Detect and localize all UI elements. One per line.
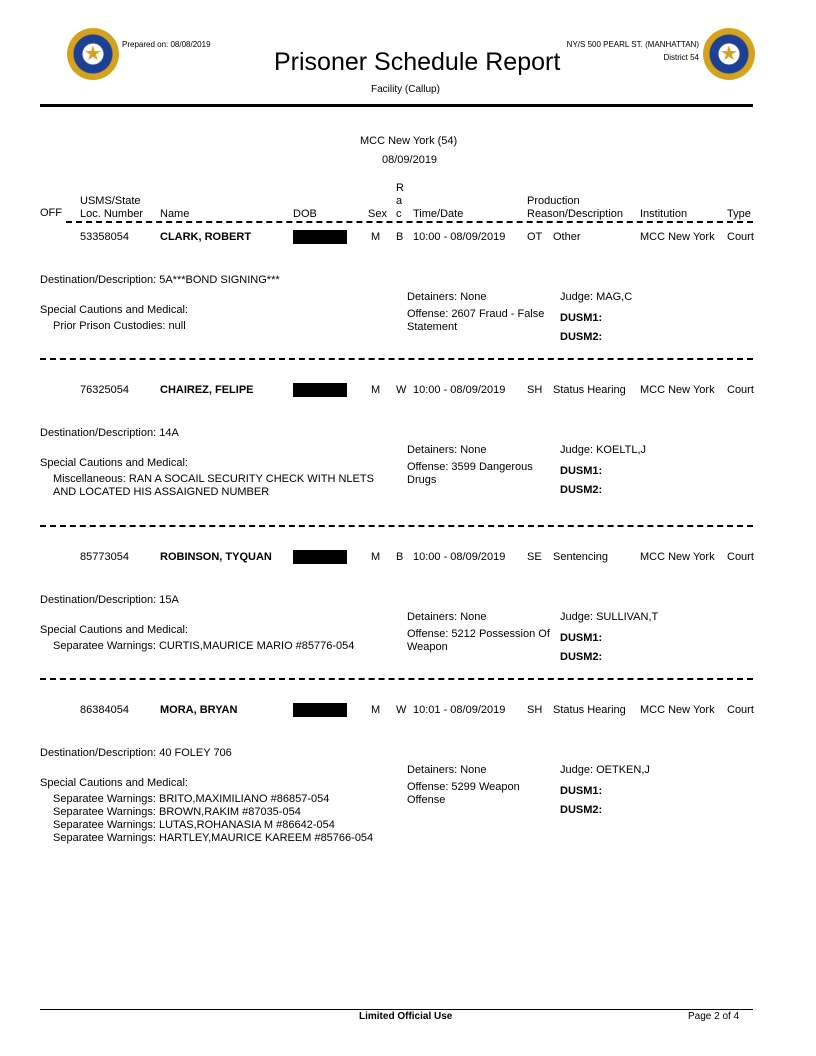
dusm2-label: DUSM2: [560,804,603,816]
race: B [396,231,404,243]
prisoner-name: ROBINSON, TYQUAN [160,551,272,563]
record-divider [40,678,753,680]
col-reason: Reason/Description [527,208,623,220]
facility-name: MCC New York (54) [360,135,458,147]
offense: Drugs [407,474,437,486]
loc-number: 86384054 [80,704,129,716]
institution: MCC New York [640,231,715,243]
report-subtitle: Facility (Callup) [371,84,440,95]
special-cautions-label: Special Cautions and Medical: [40,457,188,469]
note: Miscellaneous: RAN A SOCAIL SECURITY CHECK WITH NLETS [53,473,374,485]
record-divider [40,358,753,360]
dob-redacted [293,550,347,564]
type: Court [727,384,754,396]
header-rule [40,104,753,107]
time-date: 10:00 - 08/09/2019 [413,231,506,243]
offense: Statement [407,321,458,333]
col-race-1: R [396,182,404,194]
sex: M [371,384,381,396]
report-date: 08/09/2019 [382,154,438,166]
race: W [396,384,407,396]
reason: Status Hearing [553,384,626,396]
special-cautions-label: Special Cautions and Medical: [40,624,188,636]
col-race-2: a [396,195,403,207]
col-off: OFF [40,207,62,219]
sex: M [371,551,381,563]
footer-rule [40,1009,753,1010]
time-date: 10:00 - 08/09/2019 [413,384,506,396]
dob-redacted [293,383,347,397]
col-race-3: c [396,208,402,220]
col-name: Name [160,208,190,220]
offense: Offense [407,794,446,806]
loc-number: 76325054 [80,384,129,396]
institution: MCC New York [640,704,715,716]
prepared-on: Prepared on: 08/08/2019 [122,40,211,49]
type: Court [727,551,754,563]
production-code: OT [527,231,543,243]
destination: Destination/Description: 14A [40,427,179,439]
page-number: Page 2 of 4 [688,1011,740,1022]
special-cautions-label: Special Cautions and Medical: [40,777,188,789]
offense: Weapon [407,641,448,653]
note: AND LOCATED HIS ASSAIGNED NUMBER [53,486,270,498]
dob-redacted [293,230,347,244]
usms-seal-left [67,28,119,80]
race: B [396,551,404,563]
destination: Destination/Description: 40 FOLEY 706 [40,747,232,759]
report-title: Prisoner Schedule Report [274,48,561,76]
offense: Offense: 5212 Possession Of [407,628,550,640]
loc-number: 85773054 [80,551,129,563]
sex: M [371,231,381,243]
judge: Judge: SULLIVAN,T [560,611,659,623]
header-divider [66,221,753,223]
note: Separatee Warnings: HARTLEY,MAURICE KAREEM #85766-054 [53,832,374,844]
loc-number: 53358054 [80,231,129,243]
col-sex: Sex [368,208,387,220]
dusm2-label: DUSM2: [560,651,603,663]
type: Court [727,704,754,716]
production-code: SH [527,704,543,716]
footer-classification: Limited Official Use [359,1011,453,1022]
reason: Status Hearing [553,704,626,716]
col-usms: USMS/State [80,195,141,207]
prisoner-name: MORA, BRYAN [160,704,238,716]
time-date: 10:01 - 08/09/2019 [413,704,506,716]
col-time: Time/Date [413,208,464,220]
special-cautions-label: Special Cautions and Medical: [40,304,188,316]
note: Separatee Warnings: BROWN,RAKIM #87035-054 [53,806,301,818]
dusm2-label: DUSM2: [560,331,603,343]
col-dob: DOB [293,208,317,220]
col-production: Production [527,195,580,207]
time-date: 10:00 - 08/09/2019 [413,551,506,563]
detainers: Detainers: None [407,291,487,303]
race: W [396,704,407,716]
col-institution: Institution [640,208,688,220]
destination: Destination/Description: 5A***BOND SIGNING*** [40,274,280,286]
prisoner-name: CHAIREZ, FELIPE [160,384,254,396]
dusm1-label: DUSM1: [560,632,603,644]
sex: M [371,704,381,716]
detainers: Detainers: None [407,444,487,456]
prisoner-name: CLARK, ROBERT [160,231,252,243]
note: Separatee Warnings: LUTAS,ROHANASIA M #86642-054 [53,819,335,831]
judge: Judge: MAG,C [560,291,633,303]
address: NY/S 500 PEARL ST. (MANHATTAN) [566,40,699,49]
institution: MCC New York [640,551,715,563]
judge: Judge: OETKEN,J [560,764,650,776]
production-code: SE [527,551,542,563]
offense: Offense: 5299 Weapon [407,781,520,793]
institution: MCC New York [640,384,715,396]
offense: Offense: 3599 Dangerous [407,461,533,473]
col-type: Type [727,208,751,220]
note: Separatee Warnings: BRITO,MAXIMILIANO #86857-054 [53,793,330,805]
dob-redacted [293,703,347,717]
usms-seal-right [703,28,755,80]
dusm1-label: DUSM1: [560,312,603,324]
offense: Offense: 2607 Fraud - False [407,308,545,320]
district: District 54 [663,53,699,62]
dusm2-label: DUSM2: [560,484,603,496]
reason: Other [553,231,581,243]
col-loc: Loc. Number [80,208,143,220]
production-code: SH [527,384,543,396]
reason: Sentencing [553,551,609,563]
detainers: Detainers: None [407,764,487,776]
type: Court [727,231,754,243]
destination: Destination/Description: 15A [40,594,179,606]
judge: Judge: KOELTL,J [560,444,647,456]
record-divider [40,525,753,527]
note: Prior Prison Custodies: null [53,320,186,332]
note: Separatee Warnings: CURTIS,MAURICE MARIO #85776-054 [53,640,355,652]
dusm1-label: DUSM1: [560,785,603,797]
detainers: Detainers: None [407,611,487,623]
dusm1-label: DUSM1: [560,465,603,477]
